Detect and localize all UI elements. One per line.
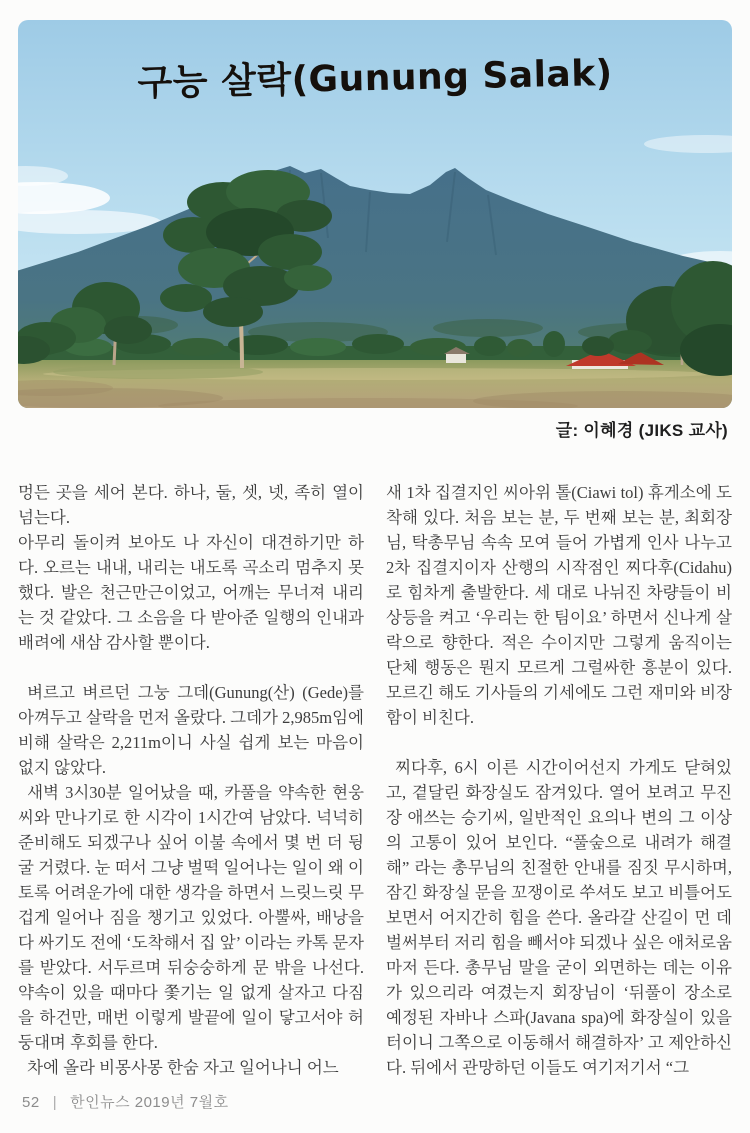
paragraph: 차에 올라 비몽사몽 한숨 자고 일어나니 어느	[27, 1058, 339, 1077]
paragraph: 새 1차 집결지인 씨아위 톨(Ciawi tol) 휴게소에 도착해 있다. 처음 보는 분, 두 번째 보는 분, 최회장님, 탁총무님 속속 모여 들어 가볍게 인사 나누고 2차 집결지이자 산행의 시작점인 찌다후(Cidahu)로 힘차게 출발한다. 세 대로 나뉘진 차량들이 비상등을 켜고 ‘우리는 한 팀이요’ 하면서 신나게 살락으로 향한다. 적은 수이지만 그렇게 움직이는 단체 행동은 뭔지 모르게 그럴싸한 흥분이 있다. 모르긴 해도 기사들의 기세에도 그런 재미와 비장함이 비친다.	[386, 483, 732, 727]
page-number: 52	[22, 1094, 40, 1111]
left-column	[18, 480, 364, 1080]
photo-title-overlay: 구능 살락(Gunung Salak)	[137, 53, 614, 104]
paragraph: 찌다후, 6시 이른 시간이어선지 가게도 닫혀있고, 곁달린 화장실도 잠겨있다. 열어 보려고 무진장 애쓰는 승기씨, 일반적인 요의나 변의 그 이상의 고통이 있어 보인다. “풀숲으로 내려가 해결해” 라는 총무님의 친절한 안내를 짐짓 무시하며, 잠긴 화장실 문을 꼬쟁이로 쑤셔도 보고 비틀어도 보면서 어지간히 힘을 쓴다. 올라갈 산길이 먼 데 벌써부터 저리 힘을 빼서야 되겠나 싶은 애처로움마저 든다. 총무님 말을 굳이 외면하는 데는 이유가 있으리라 여겼는지 회장님이 ‘뒤풀이 장소로 예정된 자바나 스파(Javana spa)에 화장실이 있을 터이니 그쪽으로 이동해서 해결하자’ 고 제안하신다. 뒤에서 관망하던 이들도 여기저기서 “그	[386, 758, 732, 1077]
footer-separator: |	[52, 1094, 58, 1111]
article-photo	[18, 20, 732, 408]
page-footer	[22, 1091, 229, 1112]
paragraph: 아무리 돌이켜 보아도 나 자신이 대견하기만 하다. 오르는 내내, 내리는 내도록 곡소리 멈추지 못했다. 발은 천근만근이었고, 어깨는 무너져 내리는 것 같았다. 그 소음을 다 받아준 일행의 인내과 배려에 새삼 감사할 뿐이다.	[18, 533, 364, 652]
article-body	[18, 480, 732, 1080]
paragraph: 벼르고 벼르던 그눙 그데(Gunung(산) (Gede)를 아껴두고 살락을 먼저 올랐다. 그데가 2,985m임에 비해 살락은 2,211m이니 사실 쉽게 보는 마음이 없지 않았다.	[18, 683, 364, 777]
paragraph: 멍든 곳을 세어 본다. 하나, 둘, 셋, 넷, 족히 열이 넘는다.	[18, 483, 364, 527]
right-column	[386, 480, 732, 1080]
byline: 글: 이혜경 (JIKS 교사)	[555, 421, 728, 440]
footer-issue: 한인뉴스 2019년 7월호	[70, 1094, 229, 1111]
paragraph: 새벽 3시30분 일어났을 때, 카풀을 약속한 현웅씨와 만나기로 한 시각이 1시간여 남았다. 넉넉히 준비해도 되겠구나 싶어 이불 속에서 몇 번 더 뒹굴 거렸다. 눈 떠서 그냥 벌떡 일어나는 일이 왜 이토록 어려운가에 대한 생각을 하면서 느릿느릿 무겁게 일어나 짐을 챙기고 있었다. 아뿔싸, 배낭을 다 싸기도 전에 ‘도착해서 집 앞’ 이라는 카톡 문자를 받았다. 서두르며 뒤숭숭하게 문 밖을 나선다. 약속이 있을 때마다 쫓기는 일 없게 살자고 다짐을 하건만, 매번 이렇게 발끝에 일이 닿고서야 허둥대며 후회를 한다.	[18, 783, 364, 1052]
